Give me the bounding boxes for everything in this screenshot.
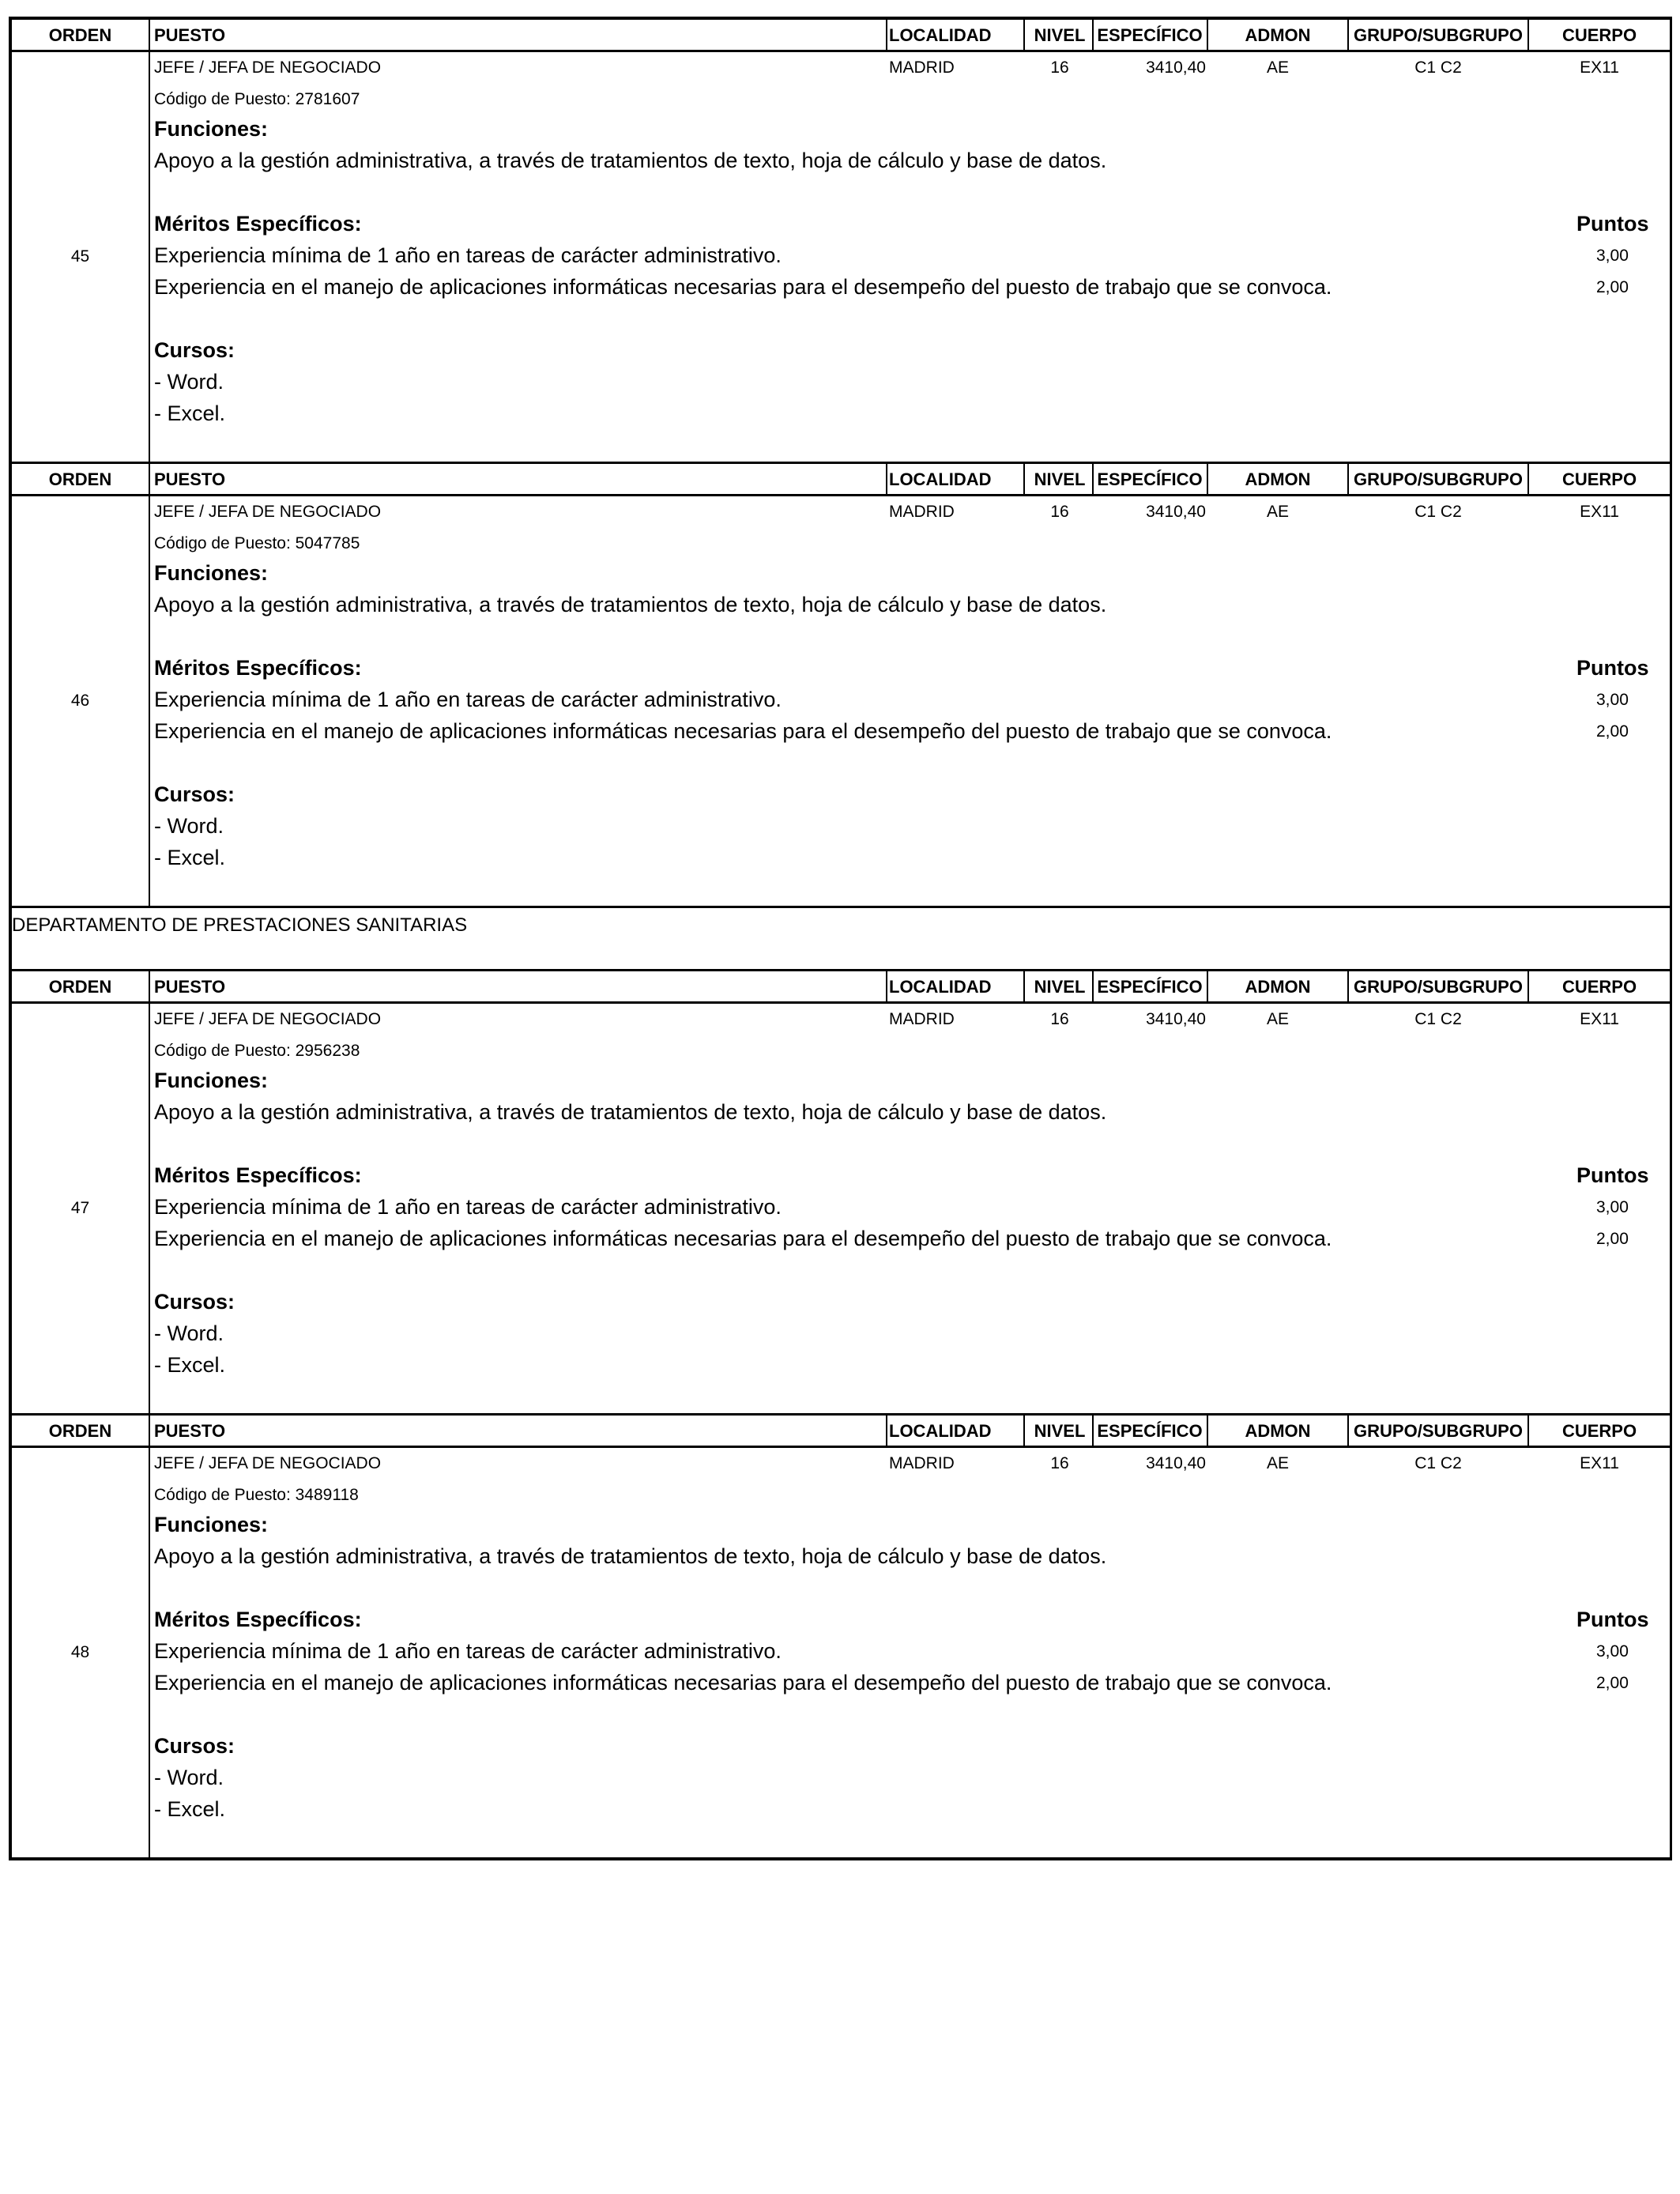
header-orden: ORDEN xyxy=(48,469,112,489)
puntos-label: Puntos xyxy=(1576,656,1649,680)
funciones-text: Apoyo a la gestión administrativa, a través de tratamientos de texto, hoja de cálculo y base de datos. xyxy=(154,149,1107,172)
header-grupo: GRUPO/SUBGRUPO xyxy=(1354,469,1523,489)
localidad-value: MADRID xyxy=(889,503,955,521)
merito-text: Experiencia en el manejo de aplicaciones informáticas necesarias para el desempeño del puesto de trabajo que se convoca. xyxy=(154,275,1332,299)
table-header-row xyxy=(12,971,1670,1004)
grupo-value: C1 C2 xyxy=(1414,503,1462,521)
table-header-row xyxy=(12,20,1670,52)
codigo-puesto: Código de Puesto: 2956238 xyxy=(154,1042,360,1060)
table-header-row xyxy=(12,1416,1670,1448)
header-localidad: LOCALIDAD xyxy=(889,1421,992,1441)
merito-text: Experiencia mínima de 1 año en tareas de carácter administrativo. xyxy=(154,1195,782,1219)
codigo-puesto: Código de Puesto: 3489118 xyxy=(154,1486,359,1504)
header-localidad: LOCALIDAD xyxy=(889,977,992,997)
header-puesto: PUESTO xyxy=(154,977,226,997)
admon-value: AE xyxy=(1266,503,1289,521)
header-puesto: PUESTO xyxy=(154,1421,226,1441)
puntos-label: Puntos xyxy=(1576,1163,1649,1187)
puesto-value: JEFE / JEFA DE NEGOCIADO xyxy=(154,1454,382,1472)
header-especifico: ESPECÍFICO xyxy=(1097,469,1203,489)
entry-body xyxy=(12,1448,1670,1860)
header-grupo: GRUPO/SUBGRUPO xyxy=(1354,977,1523,997)
cursos-label: Cursos: xyxy=(154,782,235,806)
merito-puntos: 3,00 xyxy=(1596,1198,1629,1216)
funciones-label: Funciones: xyxy=(154,1069,269,1092)
localidad-value: MADRID xyxy=(889,1010,955,1028)
header-cuerpo: CUERPO xyxy=(1561,977,1637,997)
funciones-label: Funciones: xyxy=(154,117,269,141)
header-cuerpo: CUERPO xyxy=(1561,25,1637,45)
puesto-value: JEFE / JEFA DE NEGOCIADO xyxy=(154,1010,382,1028)
header-especifico: ESPECÍFICO xyxy=(1097,977,1203,997)
puesto-value: JEFE / JEFA DE NEGOCIADO xyxy=(154,503,382,521)
header-admon: ADMON xyxy=(1245,977,1311,997)
header-nivel: NIVEL xyxy=(1034,977,1086,997)
merito-puntos: 2,00 xyxy=(1596,722,1629,741)
curso-item: - Excel. xyxy=(154,1797,226,1821)
merito-puntos: 3,00 xyxy=(1596,247,1629,265)
especifico-value: 3410,40 xyxy=(1146,58,1206,77)
orden-value: 48 xyxy=(70,1643,90,1661)
header-admon: ADMON xyxy=(1245,25,1311,45)
meritos-label: Méritos Específicos: xyxy=(154,656,362,680)
grupo-value: C1 C2 xyxy=(1414,58,1462,77)
grupo-value: C1 C2 xyxy=(1414,1454,1462,1472)
nivel-value: 16 xyxy=(1050,1454,1069,1472)
curso-item: - Excel. xyxy=(154,846,226,869)
meritos-label: Méritos Específicos: xyxy=(154,1163,362,1187)
entry-body xyxy=(12,52,1670,464)
funciones-text: Apoyo a la gestión administrativa, a través de tratamientos de texto, hoja de cálculo y base de datos. xyxy=(154,593,1107,616)
orden-value: 47 xyxy=(70,1199,90,1217)
funciones-text: Apoyo a la gestión administrativa, a través de tratamientos de texto, hoja de cálculo y base de datos. xyxy=(154,1100,1107,1124)
header-grupo: GRUPO/SUBGRUPO xyxy=(1354,1421,1523,1441)
entry-body xyxy=(12,496,1670,908)
curso-item: - Excel. xyxy=(154,1353,226,1377)
especifico-value: 3410,40 xyxy=(1146,503,1206,521)
merito-puntos: 2,00 xyxy=(1596,1230,1629,1248)
admon-value: AE xyxy=(1266,1010,1289,1028)
admon-value: AE xyxy=(1266,58,1289,77)
merito-text: Experiencia en el manejo de aplicaciones informáticas necesarias para el desempeño del puesto de trabajo que se convoca. xyxy=(154,719,1332,743)
nivel-value: 16 xyxy=(1050,58,1069,77)
merito-puntos: 2,00 xyxy=(1596,1674,1629,1692)
curso-item: - Word. xyxy=(154,1321,224,1345)
cuerpo-value: EX11 xyxy=(1580,58,1619,77)
nivel-value: 16 xyxy=(1050,503,1069,521)
codigo-puesto: Código de Puesto: 2781607 xyxy=(154,90,360,108)
header-nivel: NIVEL xyxy=(1034,25,1086,45)
puesto-value: JEFE / JEFA DE NEGOCIADO xyxy=(154,58,382,77)
curso-item: - Word. xyxy=(154,370,224,394)
header-especifico: ESPECÍFICO xyxy=(1097,25,1203,45)
orden-value: 46 xyxy=(70,692,90,710)
especifico-value: 3410,40 xyxy=(1146,1454,1206,1472)
especifico-value: 3410,40 xyxy=(1146,1010,1206,1028)
curso-item: - Word. xyxy=(154,814,224,838)
cuerpo-value: EX11 xyxy=(1580,503,1619,521)
funciones-label: Funciones: xyxy=(154,561,269,585)
merito-text: Experiencia mínima de 1 año en tareas de carácter administrativo. xyxy=(154,688,782,711)
merito-puntos: 3,00 xyxy=(1596,1642,1629,1661)
header-admon: ADMON xyxy=(1245,1421,1311,1441)
header-localidad: LOCALIDAD xyxy=(889,469,992,489)
table-header-row xyxy=(12,464,1670,496)
document-page xyxy=(9,17,1672,1860)
localidad-value: MADRID xyxy=(889,1454,955,1472)
job-entry xyxy=(9,17,1672,1860)
funciones-label: Funciones: xyxy=(154,1513,269,1536)
codigo-puesto: Código de Puesto: 5047785 xyxy=(154,534,360,552)
funciones-text: Apoyo a la gestión administrativa, a través de tratamientos de texto, hoja de cálculo y base de datos. xyxy=(154,1544,1107,1568)
header-especifico: ESPECÍFICO xyxy=(1097,1421,1203,1441)
header-grupo: GRUPO/SUBGRUPO xyxy=(1354,25,1523,45)
cuerpo-value: EX11 xyxy=(1580,1010,1619,1028)
header-nivel: NIVEL xyxy=(1034,1421,1086,1441)
meritos-label: Méritos Específicos: xyxy=(154,1608,362,1631)
department-row xyxy=(12,908,1670,971)
header-orden: ORDEN xyxy=(48,1421,112,1441)
department-title: DEPARTAMENTO DE PRESTACIONES SANITARIAS xyxy=(12,914,468,936)
header-cuerpo: CUERPO xyxy=(1561,1421,1637,1441)
header-orden: ORDEN xyxy=(48,977,112,997)
header-puesto: PUESTO xyxy=(154,469,226,489)
merito-text: Experiencia mínima de 1 año en tareas de carácter administrativo. xyxy=(154,1639,782,1663)
entry-body xyxy=(12,1004,1670,1416)
header-cuerpo: CUERPO xyxy=(1561,469,1637,489)
puntos-label: Puntos xyxy=(1576,1608,1649,1631)
header-localidad: LOCALIDAD xyxy=(889,25,992,45)
cursos-label: Cursos: xyxy=(154,1290,235,1314)
cursos-label: Cursos: xyxy=(154,338,235,362)
header-orden: ORDEN xyxy=(48,25,112,45)
curso-item: - Excel. xyxy=(154,401,226,425)
header-puesto: PUESTO xyxy=(154,25,226,45)
grupo-value: C1 C2 xyxy=(1414,1010,1462,1028)
cuerpo-value: EX11 xyxy=(1580,1454,1619,1472)
merito-text: Experiencia en el manejo de aplicaciones informáticas necesarias para el desempeño del puesto de trabajo que se convoca. xyxy=(154,1671,1332,1695)
merito-text: Experiencia mínima de 1 año en tareas de carácter administrativo. xyxy=(154,243,782,267)
localidad-value: MADRID xyxy=(889,58,955,77)
cursos-label: Cursos: xyxy=(154,1734,235,1758)
merito-puntos: 2,00 xyxy=(1596,278,1629,296)
merito-text: Experiencia en el manejo de aplicaciones informáticas necesarias para el desempeño del puesto de trabajo que se convoca. xyxy=(154,1227,1332,1250)
nivel-value: 16 xyxy=(1050,1010,1069,1028)
header-nivel: NIVEL xyxy=(1034,469,1086,489)
meritos-label: Méritos Específicos: xyxy=(154,212,362,236)
puntos-label: Puntos xyxy=(1576,212,1649,236)
merito-puntos: 3,00 xyxy=(1596,691,1629,709)
header-admon: ADMON xyxy=(1245,469,1311,489)
curso-item: - Word. xyxy=(154,1766,224,1789)
orden-value: 45 xyxy=(70,247,90,266)
admon-value: AE xyxy=(1266,1454,1289,1472)
